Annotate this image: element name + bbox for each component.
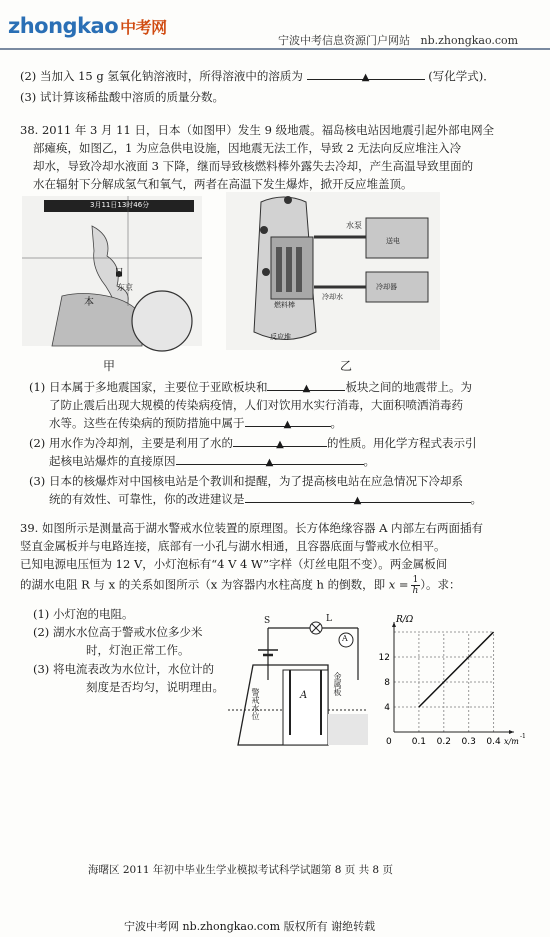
formula-fraction bbox=[411, 575, 421, 596]
circuit-diagram bbox=[228, 610, 368, 750]
y-tick-label: 8 bbox=[384, 678, 390, 688]
q39-sub2: (2) 湖水水位高于警戒水位多少米 bbox=[33, 625, 203, 639]
q38-sub3-line2-text: 统的有效性、可靠性，你的改进建议是 bbox=[49, 492, 245, 506]
x-axis-title: x/m bbox=[504, 737, 519, 746]
answer-blank[interactable] bbox=[233, 434, 327, 450]
x-tick-label: 0.2 bbox=[436, 737, 451, 747]
q38-sub2 bbox=[29, 434, 476, 452]
circuit-label-warning-level: 警戒水位 bbox=[251, 688, 260, 720]
q39-line4-text: 的湖水电阻 R 与 x 的关系如图所示（x 为容器内水柱高度 h 的倒数，即 bbox=[20, 577, 386, 592]
site-title: 宁波中考信息资源门户网站 bbox=[278, 34, 410, 47]
header-divider bbox=[0, 48, 550, 50]
x-axis-title-sup: -1 bbox=[520, 733, 526, 740]
series-line bbox=[419, 632, 494, 707]
answer-blank[interactable] bbox=[176, 452, 364, 468]
reactor-label-fuel: 燃料棒 bbox=[274, 301, 295, 309]
circuit-label-container: A bbox=[300, 690, 308, 701]
y-tick-label: 4 bbox=[384, 703, 390, 713]
site-url[interactable]: nb.zhongkao.com bbox=[420, 34, 519, 47]
blank-marker: ▲ bbox=[276, 439, 284, 450]
period: 。 bbox=[470, 492, 482, 506]
circuit-svg bbox=[228, 610, 368, 750]
x-tick-label: 0.4 bbox=[486, 737, 501, 747]
period: 。 bbox=[363, 454, 375, 468]
page-footer: 海曙区 2011 年初中毕业生学业模拟考试科学试题第 8 页 共 8 页 bbox=[88, 864, 393, 876]
map-label-ri: 日 bbox=[114, 268, 124, 279]
blank-marker: ▲ bbox=[283, 419, 292, 430]
q39-sub2-line2: 时，灯泡正常工作。 bbox=[86, 643, 190, 657]
answer-blank[interactable] bbox=[245, 414, 331, 430]
q38-sub1 bbox=[29, 378, 472, 396]
logo-cn-text: 中考网 bbox=[120, 18, 167, 37]
q38-sub1-line2: 了防止震后出现大规模的传染病疫情，人们对饮用水实行消毒，大面积喷洒消毒药 bbox=[49, 398, 463, 412]
reactor-label-water: 冷却水 bbox=[322, 293, 343, 301]
map-label-tokyo: 东京 bbox=[117, 283, 133, 292]
q38-sub2-line2 bbox=[49, 452, 375, 470]
q38-sub2-text: (2) 用水作为冷却剂，主要是利用了水的 bbox=[29, 436, 233, 450]
site-name bbox=[278, 32, 518, 48]
q39-line2: 竖直金属板并与电路连接，底部有一小孔与湖水相通，且容器底面与警戒水位相平。 bbox=[20, 539, 446, 553]
logo-text: zhongkao bbox=[8, 14, 119, 38]
q38-sub3: (3) 日本的核爆炸对中国核电站是个教训和提醒，为了提高核电站在应急情况下冷却系 bbox=[29, 474, 463, 488]
q39-sub1: (1) 小灯泡的电阻。 bbox=[33, 607, 134, 621]
x-tick-label: 0.3 bbox=[461, 737, 476, 747]
origin-label: 0 bbox=[386, 737, 392, 747]
y-axis-title: R/Ω bbox=[396, 615, 414, 625]
circuit-label-lamp: L bbox=[326, 614, 332, 624]
x-axis-arrow bbox=[509, 730, 514, 734]
q37-part2-text: (2) 当加入 15 g 氢氧化钠溶液时，所得溶液中的溶质为 bbox=[20, 69, 303, 83]
q39-sub3: (3) 将电流表改为水位计，水位计的 bbox=[33, 662, 214, 676]
circuit-label-switch: S bbox=[264, 616, 271, 626]
y-tick-label: 12 bbox=[378, 653, 390, 663]
q38-sub3-line2 bbox=[49, 490, 482, 508]
q37-part2 bbox=[20, 67, 495, 85]
reactor-label-pump: 水泵 bbox=[346, 221, 362, 230]
q37-part3: (3) 试计算该稀盐酸中溶质的质量分数。 bbox=[20, 90, 224, 104]
q38-line3: 却水，导致冷却水液面 3 下降，继而导致核燃料棒外露失去冷却，产生高温导致里面的 bbox=[33, 159, 474, 173]
blank-marker: ▲ bbox=[361, 72, 370, 83]
fraction-numerator: 1 bbox=[412, 575, 419, 585]
q38-sub2-suffix: 的性质。用化学方程式表示引 bbox=[326, 436, 477, 450]
graph-svg bbox=[372, 614, 526, 754]
fraction-denominator: h bbox=[412, 586, 419, 596]
circuit-label-plate: 金属板 bbox=[333, 672, 342, 696]
blank-marker: ▲ bbox=[302, 383, 311, 394]
reactor-label-core: 反应堆 bbox=[270, 333, 291, 341]
answer-blank[interactable] bbox=[245, 490, 471, 506]
caption-jia: 甲 bbox=[103, 359, 116, 373]
page-header bbox=[0, 0, 550, 46]
reactor-label-power: 送电 bbox=[386, 237, 400, 245]
answer-blank[interactable] bbox=[307, 67, 425, 83]
period: 。 bbox=[330, 416, 342, 430]
figure-reactor bbox=[226, 192, 440, 350]
q38-line4: 水在辐射下分解成氢气和氧气，两者在高温下发生爆炸，掀开反应堆盖顶。 bbox=[33, 177, 413, 191]
q39-line4-suffix: ）。求： bbox=[420, 577, 461, 592]
q38-sub2-line2-text: 起核电站爆炸的直接原因 bbox=[49, 454, 176, 468]
x-tick-label: 0.1 bbox=[411, 737, 427, 747]
q39-line3: 已知电源电压恒为 12 V，小灯泡标有“4 V 4 W”字样（灯丝电阻不变）。两金属板间 bbox=[20, 557, 448, 571]
q38-sub1-line3-text: 水等。这些在传染病的预防措施中属于 bbox=[49, 416, 245, 430]
quake-time-label: 3月11日13时46分 bbox=[90, 201, 150, 209]
blank-marker: ▲ bbox=[265, 457, 274, 468]
figure-japan-map bbox=[22, 196, 202, 346]
formula-x: x = bbox=[388, 577, 409, 592]
map-label-ben: 本 bbox=[84, 297, 94, 308]
blank-marker: ▲ bbox=[353, 495, 362, 506]
q38-sub1-line3 bbox=[49, 414, 342, 432]
copyright-line: 宁波中考网 nb.zhongkao.com 版权所有 谢绝转载 bbox=[124, 920, 376, 933]
q38-line1: 38. 2011 年 3 月 11 日，日本（如图甲）发生 9 级地震。福岛核电站因地震引起外部电网全 bbox=[20, 123, 495, 137]
q37-part2-suffix: (写化学式)． bbox=[428, 69, 495, 83]
r-x-graph bbox=[372, 614, 526, 754]
caption-yi: 乙 bbox=[340, 359, 353, 373]
q39-line4 bbox=[20, 575, 461, 596]
reactor-illustration bbox=[226, 192, 440, 350]
site-logo[interactable] bbox=[8, 14, 167, 38]
answer-blank[interactable] bbox=[267, 378, 345, 394]
q38-sub1-text: (1) 日本属于多地震国家，主要位于亚欧板块和 bbox=[29, 380, 268, 394]
q39-line1: 39. 如图所示是测量高于湖水警戒水位装置的原理图。长方体绝缘容器 A 内部左右两面插有 bbox=[20, 521, 484, 535]
circuit-label-ammeter: A bbox=[342, 634, 348, 643]
map-illustration bbox=[22, 196, 202, 346]
reactor-label-cooler: 冷却器 bbox=[376, 283, 397, 291]
q38-sub1-suffix: 板块之间的地震带上。为 bbox=[345, 380, 472, 394]
q39-sub3-line2: 刻度是否均匀，说明理由。 bbox=[86, 680, 224, 694]
q38-line2: 部瘫痪，如图乙，1 为应急供电设施，因地震无法工作，导致 2 无法向反应堆注入冷 bbox=[33, 141, 462, 155]
